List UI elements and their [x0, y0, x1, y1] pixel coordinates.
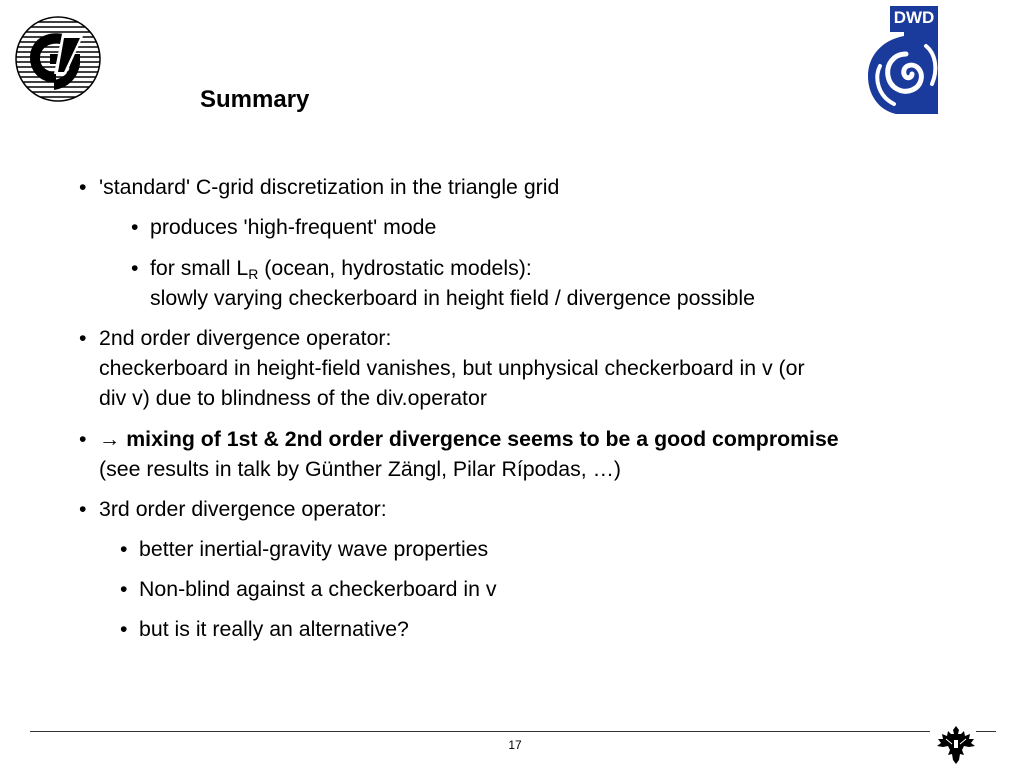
arrow-right-icon: →: [99, 427, 121, 451]
bullet-dot: •: [131, 215, 139, 239]
bullet-text-suffix: (ocean, hydrostatic models):: [258, 256, 532, 280]
bullet-text: but is it really an alternative?: [139, 617, 409, 641]
bullet-dot: •: [120, 617, 128, 641]
federal-eagle-icon: [934, 722, 978, 766]
bullet-2nd-order: [79, 323, 805, 413]
subbullet-inertial-gravity: [120, 534, 489, 564]
footer-divider: [30, 731, 930, 732]
dwd-logo-text: DWD: [893, 8, 935, 27]
subbullet-non-blind: [120, 574, 497, 604]
bullet-dot: •: [120, 577, 128, 601]
subbullet-small-lr: [131, 253, 755, 313]
bullet-mixing: [79, 424, 839, 484]
bullet-text-prefix: for small L: [150, 256, 249, 280]
subbullet-high-frequent: [131, 212, 437, 242]
bullet-text-line1: [99, 424, 839, 454]
subscript-r: R: [248, 266, 259, 282]
bullet-3rd-order: [79, 494, 387, 524]
bullet-text-line1: [150, 253, 755, 283]
subbullet-alternative: [120, 614, 409, 644]
bullet-dot: •: [120, 537, 128, 561]
bullet-text: 'standard' C-grid discretization in the triangle grid: [99, 175, 560, 199]
bullet-dot: •: [79, 175, 87, 199]
bullet-text-line2: (see results in talk by Günther Zängl, Pilar Rípodas, …): [99, 457, 621, 481]
bullet-text: Non-blind against a checkerboard in v: [139, 577, 497, 601]
page-number: 17: [508, 738, 522, 752]
bullet-text: 3rd order divergence operator:: [99, 497, 387, 521]
footer-divider-right: [976, 731, 996, 732]
bullet-dot: •: [79, 497, 87, 521]
bullet-text: better inertial-gravity wave properties: [139, 537, 489, 561]
bullet-text: produces 'high-frequent' mode: [150, 215, 437, 239]
bullet-dot: •: [131, 256, 139, 280]
federal-eagle-graphic: [934, 722, 978, 766]
bullet-dot: •: [79, 326, 87, 350]
bullet-text-line3: div v) due to blindness of the div.operator: [99, 386, 487, 410]
bullet-text-line2: slowly varying checkerboard in height field / divergence possible: [150, 286, 755, 310]
bullet-text-bold: mixing of 1st & 2nd order divergence seems to be a good compromise: [126, 427, 839, 451]
bullet-cgrid: [79, 172, 560, 202]
page-title: Summary: [200, 86, 310, 113]
bullet-text-line1: 2nd order divergence operator:: [99, 326, 392, 350]
bullet-text-line2: checkerboard in height-field vanishes, but unphysical checkerboard in v (or: [99, 356, 805, 380]
bullet-dot: •: [79, 427, 87, 451]
